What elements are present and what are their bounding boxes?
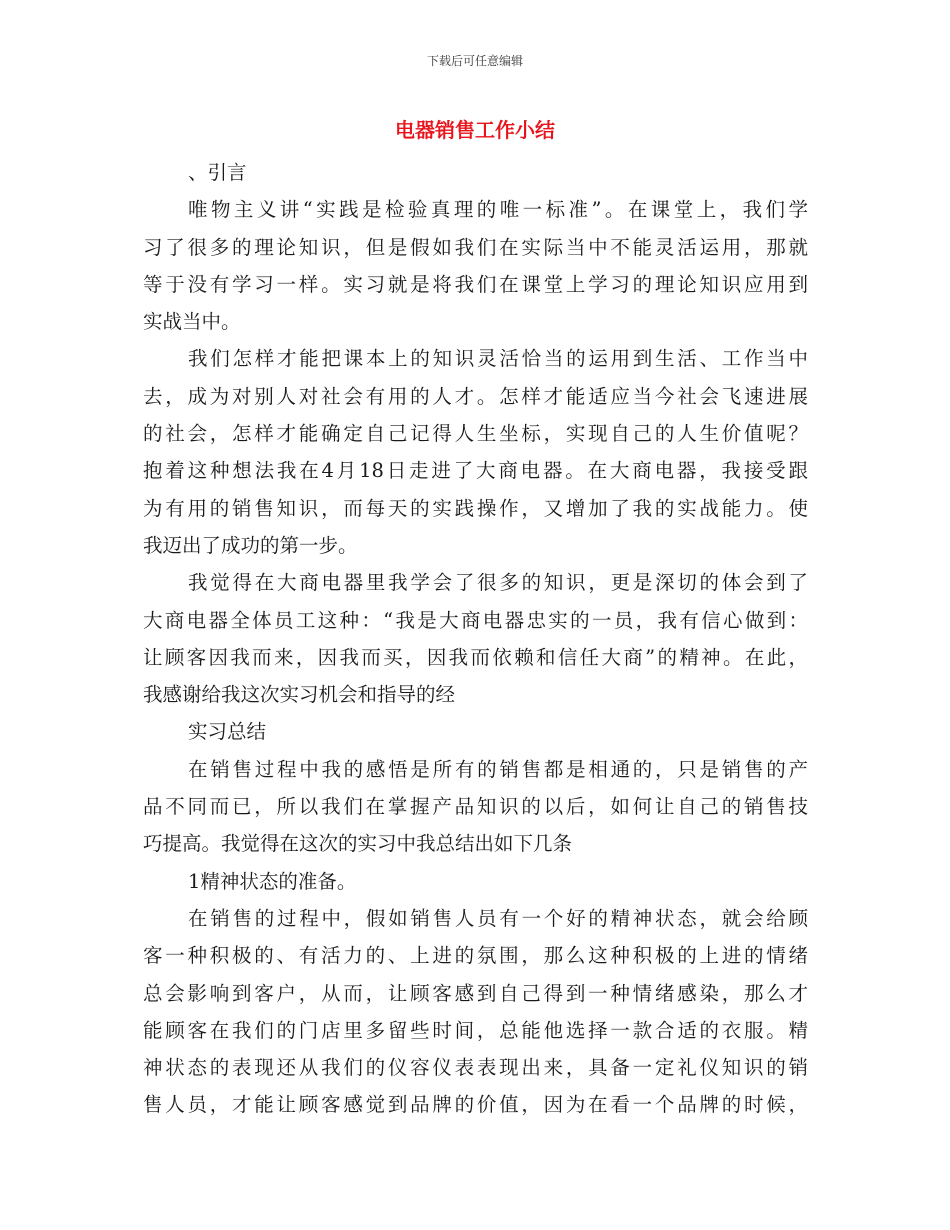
body-line: 等于没有学习一样。实习就是将我们在课堂上学习的理论知识应用到 <box>143 272 808 296</box>
body-line: 我感谢给我这次实习机会和指导的经 <box>143 683 456 707</box>
body-line: 抱着这种想法我在4月18日走进了大商电器。在大商电器，我接受跟 <box>143 459 808 483</box>
body-line: 的社会，怎样才能确定自己记得人生坐标，实现自己的人生价值呢？ <box>143 422 808 446</box>
body-line: 我迈出了成功的第一步。 <box>143 533 358 557</box>
body-line: 客一种积极的、有活力的、上进的氛围，那么这种积极的上进的情绪 <box>143 944 808 968</box>
body-line: 去，成为对别人对社会有用的人才。怎样才能适应当今社会飞速进展 <box>143 384 808 408</box>
body-line: 总会影响到客户，从而，让顾客感到自己得到一种情绪感染，那么才 <box>143 981 808 1005</box>
body-line: 大商电器全体员工这种：“我是大商电器忠实的一员，我有信心做到： <box>143 608 808 632</box>
body-line: 我觉得在大商电器里我学会了很多的知识，更是深切的体会到了 <box>188 571 808 595</box>
body-line: 实习总结 <box>188 720 267 744</box>
document-title: 电器销售工作小结 <box>395 118 555 142</box>
body-line: 品不同而已，所以我们在掌握产品知识的以后，如何让自己的销售技 <box>143 795 808 819</box>
body-line: 为有用的销售知识，而每天的实践操作，又增加了我的实战能力。使 <box>143 496 808 520</box>
body-line: 在销售过程中我的感悟是所有的销售都是相通的，只是销售的产 <box>188 757 808 781</box>
body-line: 唯物主义讲“实践是检验真理的唯一标准”。在课堂上，我们学 <box>188 198 808 222</box>
body-line: 在销售的过程中，假如销售人员有一个好的精神状态，就会给顾 <box>188 906 808 930</box>
body-line: 售人员，才能让顾客感觉到品牌的价值，因为在看一个品牌的时候， <box>143 1093 808 1117</box>
body-line: 我们怎样才能把课本上的知识灵活恰当的运用到生活、工作当中 <box>188 347 808 371</box>
body-line: 、引言 <box>188 161 247 184</box>
body-line: 能顾客在我们的门店里多留些时间，总能他选择一款合适的衣服。精 <box>143 1018 808 1042</box>
body-line: 巧提高。我觉得在这次的实习中我总结出如下几条 <box>143 832 573 856</box>
body-line: 神状态的表现还从我们的仪容仪表表现出来，具备一定礼仪知识的销 <box>143 1056 808 1080</box>
body-line: 实战当中。 <box>143 310 241 334</box>
document-body <box>143 154 808 1124</box>
body-line: 习了很多的理论知识，但是假如我们在实际当中不能灵活运用，那就 <box>143 235 808 259</box>
body-line: 1精神状态的准备。 <box>188 869 357 893</box>
body-line: 让顾客因我而来，因我而买，因我而依赖和信任大商”的精神。在此， <box>143 645 808 669</box>
page-header-note: 下载后可任意编辑 <box>426 54 523 68</box>
